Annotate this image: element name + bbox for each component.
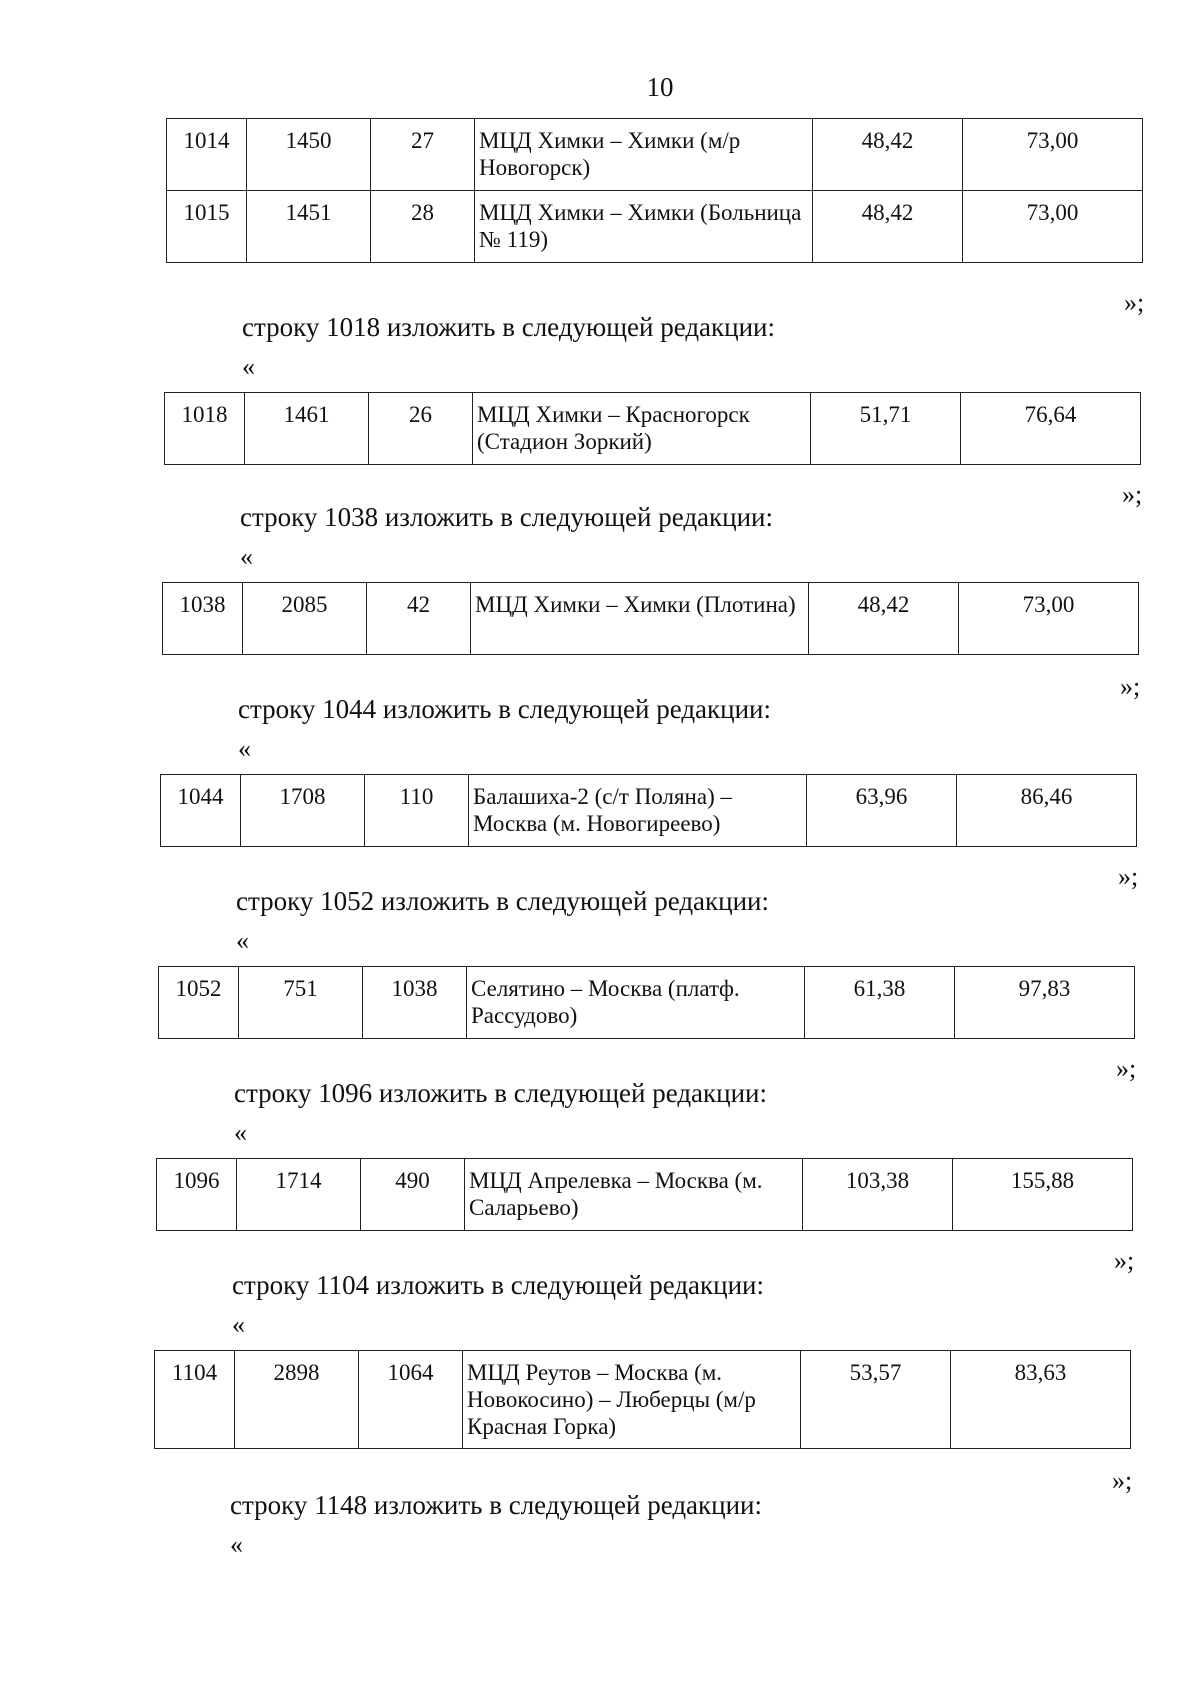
cell-route-number: 28 <box>371 191 475 263</box>
section-table <box>156 1158 1133 1231</box>
cell-value-2: 76,64 <box>961 393 1141 465</box>
section-table <box>160 774 1137 847</box>
cell-route-name: МЦД Химки – Химки (Плотина) <box>471 583 809 655</box>
cell-value-1: 103,38 <box>803 1159 953 1231</box>
cell-route-number: 490 <box>361 1159 465 1231</box>
instruction-text: строку 1044 изложить в следующей редакции: <box>238 694 772 724</box>
cell-row-number: 1104 <box>155 1351 235 1449</box>
cell-value-1: 51,71 <box>811 393 961 465</box>
cell-route-register-number: 1714 <box>237 1159 361 1231</box>
cell-value-2: 83,63 <box>951 1351 1131 1449</box>
instruction-text: строку 1052 изложить в следующей редакции: <box>236 886 770 916</box>
section-table-block <box>160 774 1137 847</box>
section-table <box>164 392 1141 465</box>
cell-route-name: Селятино – Москва (платф. Рассудово) <box>467 967 805 1039</box>
instruction-text: строку 1104 изложить в следующей редакции: <box>232 1270 765 1300</box>
section-table-block <box>156 1158 1133 1231</box>
cell-row-number: 1038 <box>163 583 243 655</box>
opening-quote: « <box>236 926 249 955</box>
table-row <box>159 967 1135 1039</box>
cell-route-register-number: 1450 <box>247 119 371 191</box>
closing-quote: »; <box>1124 288 1145 317</box>
cell-route-name: МЦД Химки – Химки (Больница № 119) <box>475 191 813 263</box>
section-table-block <box>158 966 1135 1039</box>
page-number: 10 <box>646 72 674 102</box>
section-table-block <box>162 582 1139 655</box>
cell-route-name: Балашиха-2 (с/т Поляна) – Москва (м. Новогиреево) <box>469 775 807 847</box>
table-row <box>155 1351 1131 1449</box>
cell-row-number: 1014 <box>167 119 247 191</box>
cell-route-register-number: 1451 <box>247 191 371 263</box>
cell-route-name: МЦД Химки – Красногорск (Стадион Зоркий) <box>473 393 811 465</box>
cell-route-register-number: 1708 <box>241 775 365 847</box>
closing-quote: »; <box>1118 862 1139 891</box>
cell-value-1: 61,38 <box>805 967 955 1039</box>
cell-value-1: 48,42 <box>813 119 963 191</box>
section-table <box>154 1350 1131 1449</box>
cell-route-number: 110 <box>365 775 469 847</box>
table-row <box>163 583 1139 655</box>
instruction-text: строку 1038 изложить в следующей редакции: <box>240 502 774 532</box>
cell-route-register-number: 2898 <box>235 1351 359 1449</box>
table-row <box>167 191 1143 263</box>
cell-route-register-number: 2085 <box>243 583 367 655</box>
top-table-block <box>166 118 1143 263</box>
instruction-text: строку 1096 изложить в следующей редакции: <box>234 1078 768 1108</box>
section-table <box>162 582 1139 655</box>
cell-row-number: 1044 <box>161 775 241 847</box>
cell-route-number: 1038 <box>363 967 467 1039</box>
cell-value-2: 97,83 <box>955 967 1135 1039</box>
cell-value-1: 53,57 <box>801 1351 951 1449</box>
closing-quote: »; <box>1112 1466 1133 1495</box>
section-table-block <box>164 392 1141 465</box>
cell-value-2: 73,00 <box>963 191 1143 263</box>
closing-quote: »; <box>1114 1246 1135 1275</box>
cell-route-number: 42 <box>367 583 471 655</box>
cell-route-name: МЦД Химки – Химки (м/р Новогорск) <box>475 119 813 191</box>
cell-route-name: МЦД Реутов – Москва (м. Новокосино) – Люберцы (м/р Красная Горка) <box>463 1351 801 1449</box>
table-row <box>157 1159 1133 1231</box>
cell-route-register-number: 1461 <box>245 393 369 465</box>
top-table <box>166 118 1143 263</box>
cell-route-number: 26 <box>369 393 473 465</box>
cell-value-2: 73,00 <box>959 583 1139 655</box>
closing-quote: »; <box>1116 1054 1137 1083</box>
cell-value-2: 73,00 <box>963 119 1143 191</box>
cell-row-number: 1018 <box>165 393 245 465</box>
instruction-text: строку 1148 изложить в следующей редакции: <box>230 1490 763 1520</box>
cell-value-1: 48,42 <box>809 583 959 655</box>
cell-row-number: 1015 <box>167 191 247 263</box>
closing-quote: »; <box>1122 480 1143 509</box>
table-row <box>167 119 1143 191</box>
opening-quote: « <box>234 1118 247 1147</box>
opening-quote: « <box>232 1310 245 1339</box>
cell-route-register-number: 751 <box>239 967 363 1039</box>
cell-route-name: МЦД Апрелевка – Москва (м. Саларьево) <box>465 1159 803 1231</box>
table-row <box>165 393 1141 465</box>
opening-quote: « <box>240 542 253 571</box>
cell-value-2: 86,46 <box>957 775 1137 847</box>
section-table-block <box>154 1350 1131 1449</box>
instruction-text: строку 1018 изложить в следующей редакции: <box>242 312 776 342</box>
opening-quote: « <box>242 352 255 381</box>
table-row <box>161 775 1137 847</box>
cell-route-number: 1064 <box>359 1351 463 1449</box>
opening-quote: « <box>230 1530 243 1559</box>
cell-value-2: 155,88 <box>953 1159 1133 1231</box>
closing-quote: »; <box>1120 672 1141 701</box>
cell-row-number: 1052 <box>159 967 239 1039</box>
section-table <box>158 966 1135 1039</box>
opening-quote: « <box>238 734 251 763</box>
cell-value-1: 63,96 <box>807 775 957 847</box>
cell-route-number: 27 <box>371 119 475 191</box>
cell-row-number: 1096 <box>157 1159 237 1231</box>
cell-value-1: 48,42 <box>813 191 963 263</box>
